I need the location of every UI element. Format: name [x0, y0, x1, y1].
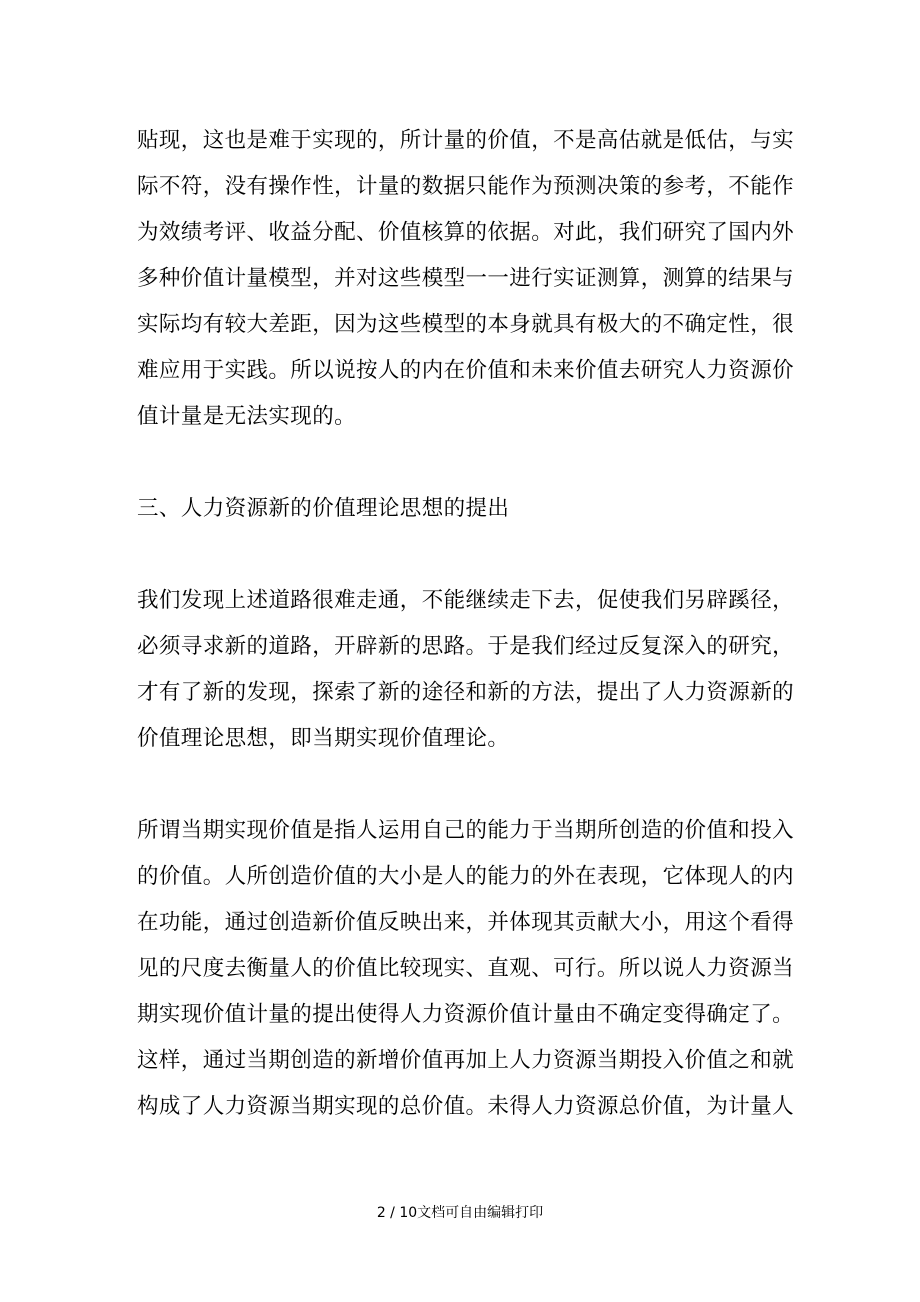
section-heading: 三、人力资源新的价值理论思想的提出	[137, 496, 510, 521]
paragraph-2	[137, 578, 795, 762]
paragraph-spacer	[137, 762, 791, 808]
text-line: 价值理论思想，即当期实现价值理论。	[137, 726, 510, 751]
paragraph-spacer	[137, 440, 791, 486]
text-line: 必须寻求新的道路，开辟新的思路。于是我们经过反复深入的研究，	[137, 634, 795, 659]
text-line: 难应用于实践。所以说按人的内在价值和未来价值去研究人力资源价	[137, 358, 795, 383]
text-line: 见的尺度去衡量人的价值比较现实、直观、可行。所以说人力资源当	[137, 956, 795, 981]
text-line: 的价值。人所创造价值的大小是人的能力的外在表现，它体现人的内	[137, 864, 795, 889]
text-line: 才有了新的发现，探索了新的途径和新的方法，提出了人力资源新的	[137, 680, 795, 705]
text-line: 在功能，通过创造新价值反映出来，并体现其贡献大小，用这个看得	[137, 910, 795, 935]
text-line: 多种价值计量模型，并对这些模型一一进行实证测算，测算的结果与	[137, 266, 795, 291]
text-line: 这样，通过当期创造的新增价值再加上人力资源当期投入价值之和就	[137, 1048, 795, 1073]
page-footer: 2 / 10文档可自由编辑打印	[376, 1205, 544, 1221]
paragraph-3	[137, 808, 795, 1130]
text-line: 实际均有较大差距，因为这些模型的本身就具有极大的不确定性，很	[137, 312, 795, 337]
text-line: 贴现，这也是难于实现的，所计量的价值，不是高估就是低估，与实	[137, 128, 795, 153]
paragraph-spacer	[137, 532, 791, 578]
text-line: 期实现价值计量的提出使得人力资源价值计量由不确定变得确定了。	[137, 1002, 795, 1027]
text-line: 我们发现上述道路很难走通，不能继续走下去，促使我们另辟蹊径，	[137, 588, 795, 613]
document-body	[137, 118, 795, 1130]
text-line: 值计量是无法实现的。	[137, 404, 357, 429]
text-line: 构成了人力资源当期实现的总价值。未得人力资源总价值，为计量人	[137, 1094, 795, 1119]
text-line: 为效绩考评、收益分配、价值核算的依据。对此，我们研究了国内外	[137, 220, 795, 245]
text-line: 际不符，没有操作性，计量的数据只能作为预测决策的参考，不能作	[137, 174, 795, 199]
text-line: 所谓当期实现价值是指人运用自己的能力于当期所创造的价值和投入	[137, 818, 795, 843]
paragraph-1	[137, 118, 795, 440]
